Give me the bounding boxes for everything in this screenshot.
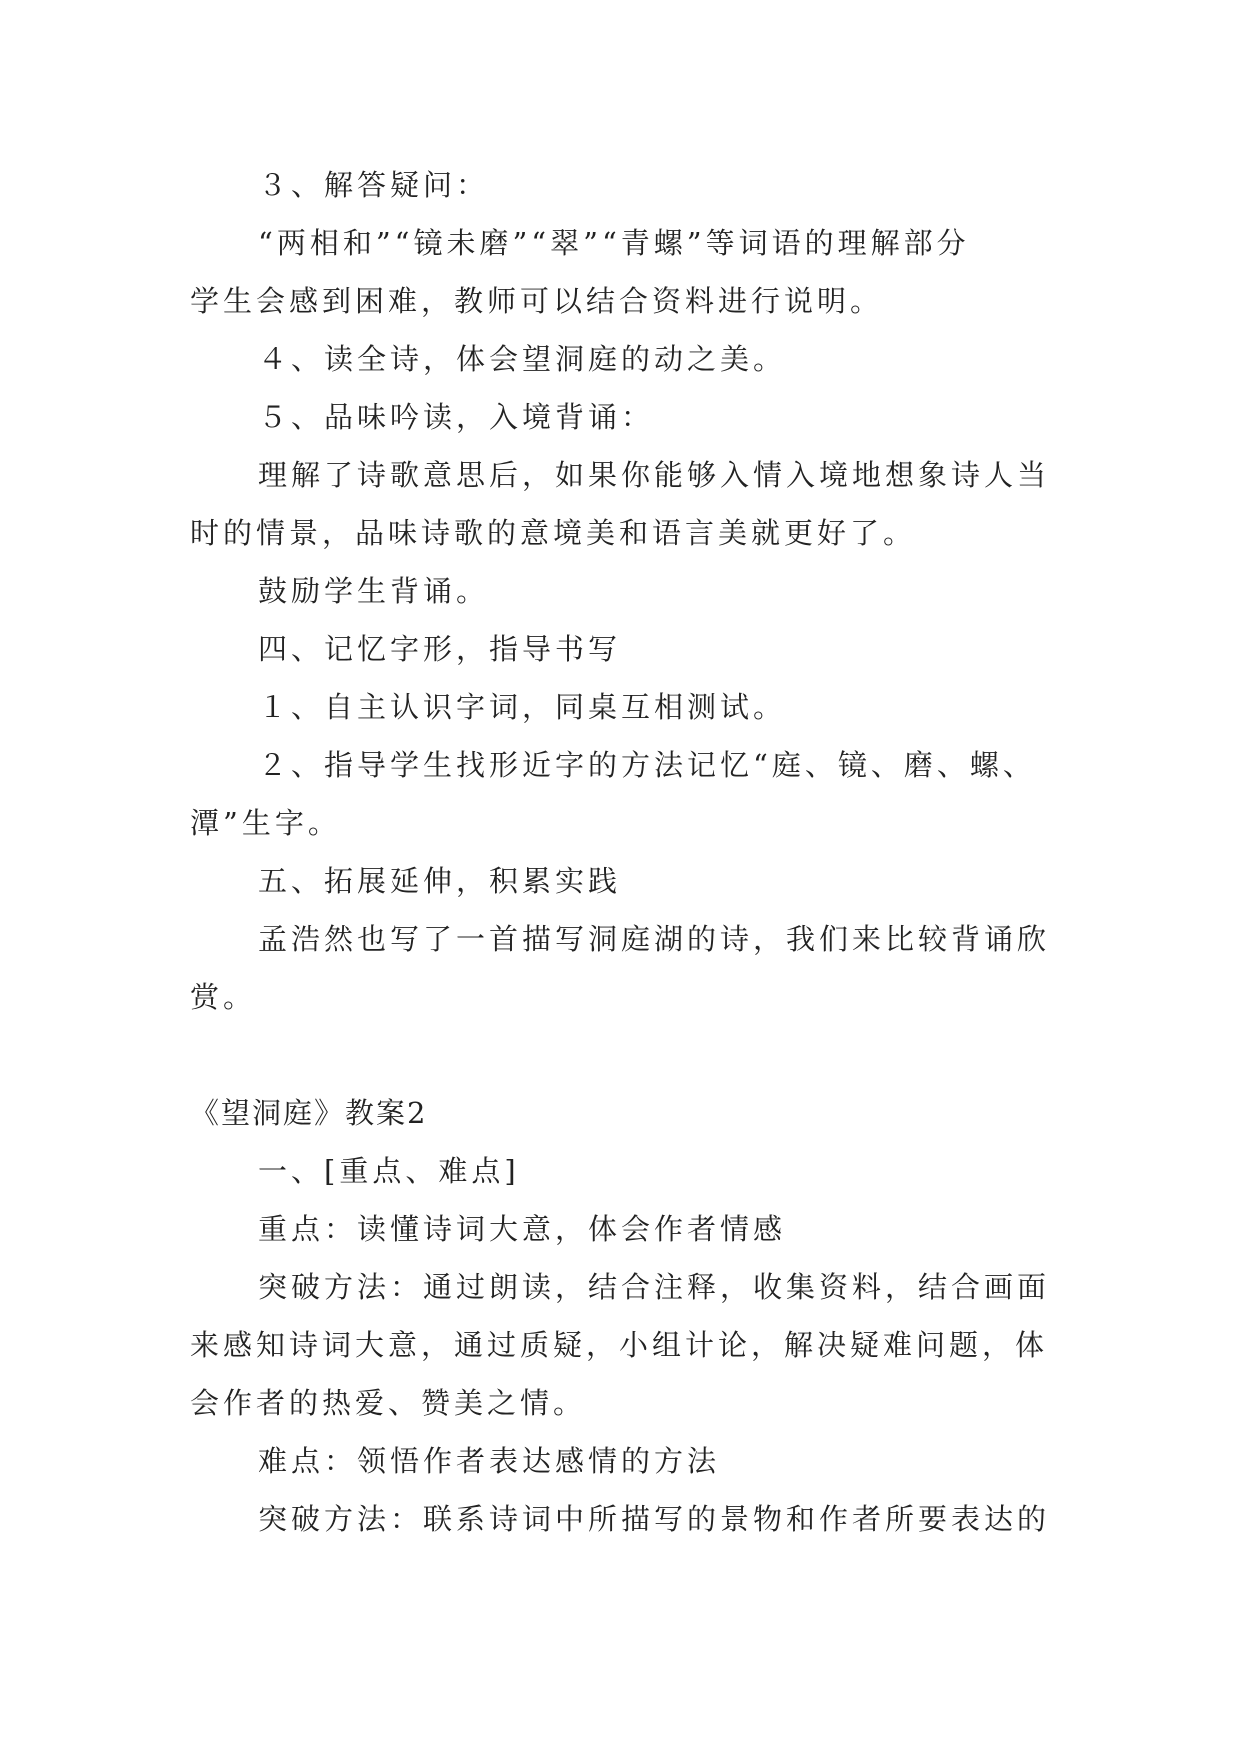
paragraph-line: 赏。 xyxy=(190,980,257,1014)
paragraph-line: 重点：读懂诗词大意，体会作者情感 xyxy=(258,1212,787,1246)
paragraph-line: 突破方法：联系诗词中所描写的景物和作者所要表达的 xyxy=(258,1502,1051,1536)
section-spacer xyxy=(190,1026,1190,1084)
paragraph-line: 五、拓展延伸，积累实践 xyxy=(258,864,622,898)
paragraph-line: “两相和”“镜未磨”“翠”“青螺”等词语的理解部分 xyxy=(258,226,970,260)
paragraph xyxy=(190,330,1190,388)
paragraph-line: 一、[重点、难点] xyxy=(258,1154,520,1188)
paragraph-line: 突破方法：通过朗读，结合注释，收集资料，结合画面 xyxy=(258,1270,1051,1304)
paragraph xyxy=(190,736,1190,852)
document-body xyxy=(190,156,1190,1548)
paragraph xyxy=(190,156,1190,214)
paragraph-line: ５、品味吟读，入境背诵： xyxy=(258,400,655,434)
paragraph xyxy=(190,852,1190,910)
paragraph-line: 来感知诗词大意，通过质疑，小组计论，解决疑难问题，体 xyxy=(190,1328,1049,1362)
paragraph xyxy=(190,1432,1190,1490)
paragraph xyxy=(190,620,1190,678)
paragraph xyxy=(190,1200,1190,1258)
paragraph-line: 孟浩然也写了一首描写洞庭湖的诗，我们来比较背诵欣 xyxy=(258,922,1051,956)
paragraph xyxy=(190,1490,1190,1548)
paragraph-line: １、自主认识字词，同桌互相测试。 xyxy=(258,690,787,724)
paragraph xyxy=(190,1142,1190,1200)
paragraph xyxy=(190,214,1190,330)
paragraph xyxy=(190,910,1190,1026)
paragraph xyxy=(190,388,1190,446)
paragraph-line: 四、记忆字形，指导书写 xyxy=(258,632,622,666)
paragraph-line: ４、读全诗，体会望洞庭的动之美。 xyxy=(258,342,787,376)
paragraph-line: 鼓励学生背诵。 xyxy=(258,574,490,608)
document-heading: 《望洞庭》教案2 xyxy=(190,1096,428,1130)
paragraph-line: ２、指导学生找形近字的方法记忆“庭、镜、磨、螺、 xyxy=(258,748,1036,782)
paragraph xyxy=(190,562,1190,620)
paragraph-line: 会作者的热爱、赞美之情。 xyxy=(190,1386,587,1420)
paragraph-line: 理解了诗歌意思后，如果你能够入情入境地想象诗人当 xyxy=(258,458,1051,492)
paragraph xyxy=(190,678,1190,736)
paragraph-line: 难点：领悟作者表达感情的方法 xyxy=(258,1444,721,1478)
paragraph-line: 学生会感到困难，教师可以结合资料进行说明。 xyxy=(190,284,884,318)
paragraph-line: ３、解答疑问： xyxy=(258,168,490,202)
paragraph-line: 潭”生字。 xyxy=(190,806,341,840)
paragraph xyxy=(190,446,1190,562)
paragraph-line: 时的情景，品味诗歌的意境美和语言美就更好了。 xyxy=(190,516,917,550)
paragraph xyxy=(190,1258,1190,1432)
